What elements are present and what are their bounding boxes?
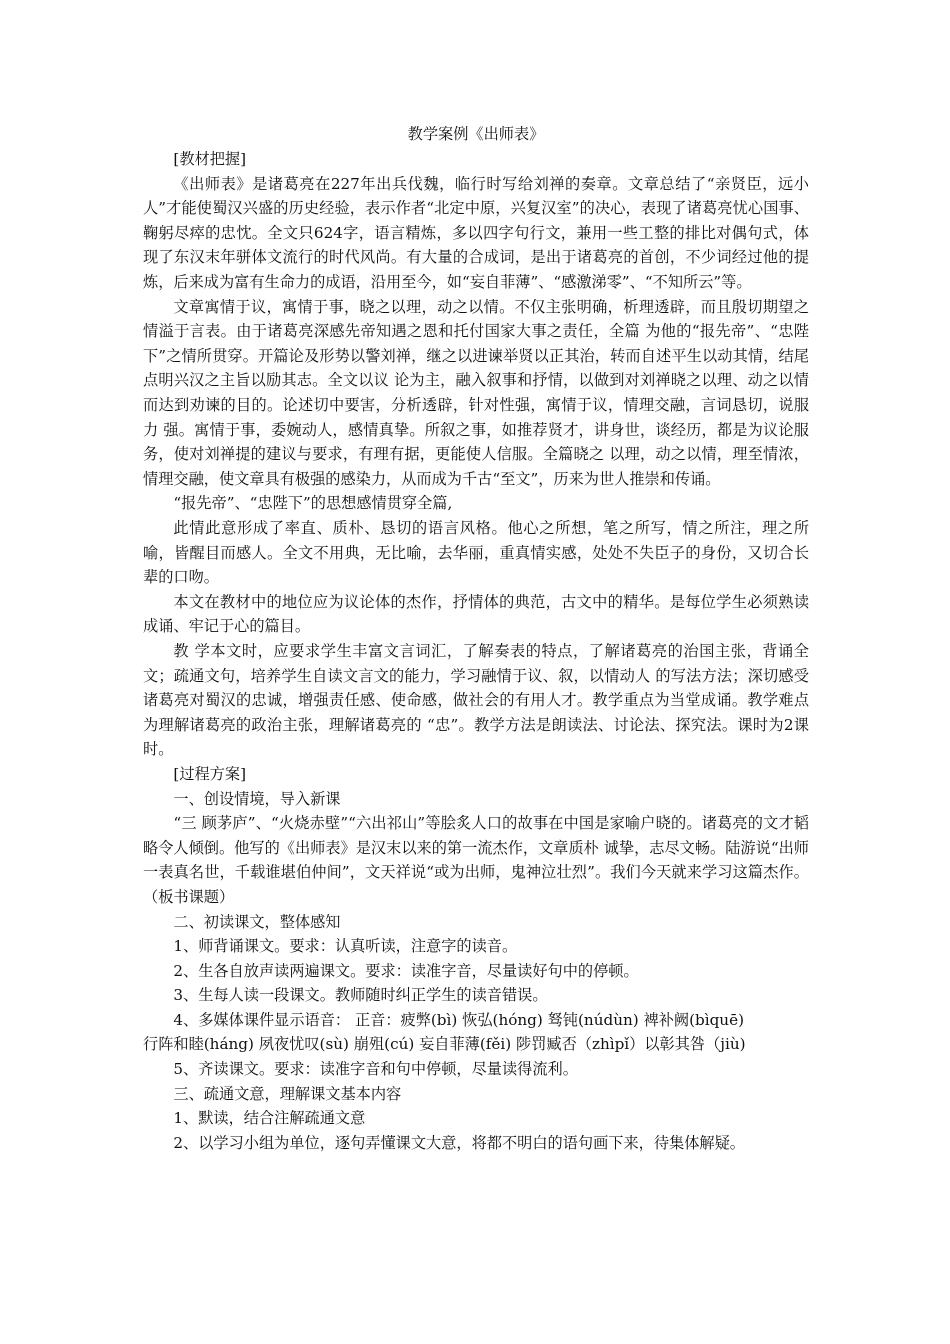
paragraph-status: 本文在教材中的地位应为议论体的杰作，抒情体的典范，古文中的精华。是每位学生必须熟读成诵、牢记于心的篇目。: [143, 592, 809, 636]
document-title: 教学案例《出师表》: [407, 125, 545, 143]
list-item: 4、多媒体课件显示语音： 正音：疲弊(bì) 恢弘(hóng) 驽钝(núdùn) 裨补阙(bìquē): [173, 1010, 745, 1029]
section-heading-materials: [教材把握]: [173, 150, 246, 169]
paragraph-teaching-goals: 教 学本文时，应要求学生丰富文言词汇，了解奏表的特点，了解诸葛亮的治国主张，背诵全文；疏通文句，培养学生自读文言文的能力，学习融情于议、叙，以情动人 的写法方法；深切感受诸葛亮对蜀汉的忠诚，增强责任感、使命感，做社会的有用人才。教学重点为当堂成诵。教学难点为理解诸葛亮的政治主张，理解诸葛亮的 “忠”。教学方法是朗读法、讨论法、探究法。课时为2课时。: [143, 641, 809, 759]
list-item: 1、师背诵课文。要求：认真听读，注意字的读音。: [173, 937, 518, 956]
step-heading-1: 一、创设情境，导入新课: [173, 789, 341, 808]
step-heading-2: 二、初读课文，整体感知: [173, 912, 341, 931]
list-item: 5、齐读课文。要求：读准字音和句中停顿，尽量读得流利。: [173, 1060, 578, 1079]
list-item: 2、以学习小组为单位，逐句弄懂课文大意，将都不明白的语句画下来，待集体解疑。: [173, 1133, 745, 1152]
paragraph-introduction-lesson: “三 顾茅庐”、“火烧赤壁”“六出祁山”等脍炙人口的故事在中国是家喻户晓的。诸葛亮的文才韬略令人倾倒。他写的《出师表》是汉末以来的第一流杰作，文章质朴 诚挚，志尽文畅。陆游说“出师一表真名世，千载谁堪伯仲间”，文天祥说“或为出师，鬼神泣壮烈”。我们今天就来学习这篇杰作。（板书课题）: [143, 814, 809, 906]
section-heading-process: [过程方案]: [173, 764, 246, 783]
list-item: 1、默读，结合注解疏通文意: [173, 1109, 366, 1128]
paragraph-theme: “报先帝”、“忠陛下”的思想感情贯穿全篇,: [173, 494, 453, 513]
paragraph-style: 此情此意形成了率直、质朴、恳切的语言风格。他心之所想，笔之所写，情之所注，理之所喻，皆醒目而感人。全文不用典，无比喻，去华丽，重真情实感，处处不失臣子的身份，又切合长辈的口吻。: [143, 519, 809, 587]
paragraph-intro: 《出师表》是诸葛亮在227年出兵伐魏，临行时写给刘禅的奏章。文章总结了“亲贤臣，远小人”才能使蜀汉兴盛的历史经验，表示作者“北定中原，兴复汉室”的决心，表现了诸葛亮忧心国事、鞠躬尽瘁的忠忱。全文只624字，语言精炼，多以四字句行文，兼用一些工整的排比对偶句式，体现了东汉末年骈体文流行的时代风尚。有大量的合成词，是出于诸葛亮的首创，不少词经过他的提炼，后来成为富有生命力的成语，沿用至今，如“妄自菲薄”、“感激涕零”、“不知所云”等。: [143, 174, 809, 292]
list-item: 2、生各自放声读两遍课文。要求：读准字音，尽量读好句中的停顿。: [173, 961, 639, 980]
step-heading-3: 三、疏通文意，理解课文基本内容: [173, 1084, 402, 1103]
list-item: 3、生每人读一段课文。教师随时纠正学生的读音错误。: [173, 986, 548, 1005]
document-page: [143, 122, 809, 1155]
list-item-continuation: 行阵和睦(háng) 夙夜忧叹(sù) 崩殂(cú) 妄自菲薄(fěi) 陟罚臧否（zhìpǐ）以彰其咎（jiù): [143, 1035, 746, 1054]
paragraph-analysis: 文章寓情于议，寓情于事，晓之以理，动之以情。不仅主张明确，析理透辟，而且殷切期望之情溢于言表。由于诸葛亮深感先帝知遇之恩和托付国家大事之责任，全篇 为他的“报先帝”、“忠陛下”之情所贯穿。开篇论及形势以警刘禅，继之以进谏举贤以正其治，转而自述平生以动其情，结尾点明兴汉之主旨以励其志。全文以议 论为主，融入叙事和抒情，以做到对刘禅晓之以理、动之以情而达到劝谏的目的。论述切中要害，分析透辟，针对性强，寓情于议，情理交融，言词恳切，说服力 强。寓情于事，委婉动人，感情真挚。所叙之事，如推荐贤才，讲身世，谈经历，都是为议论服务，使对刘禅提的建议与要求，有理有据，更能使人信服。全篇晓之 以理，动之以情，理至情浓，情理交融，使文章具有极强的感染力，从而成为千古“至文”，历来为世人推崇和传诵。: [143, 297, 809, 488]
